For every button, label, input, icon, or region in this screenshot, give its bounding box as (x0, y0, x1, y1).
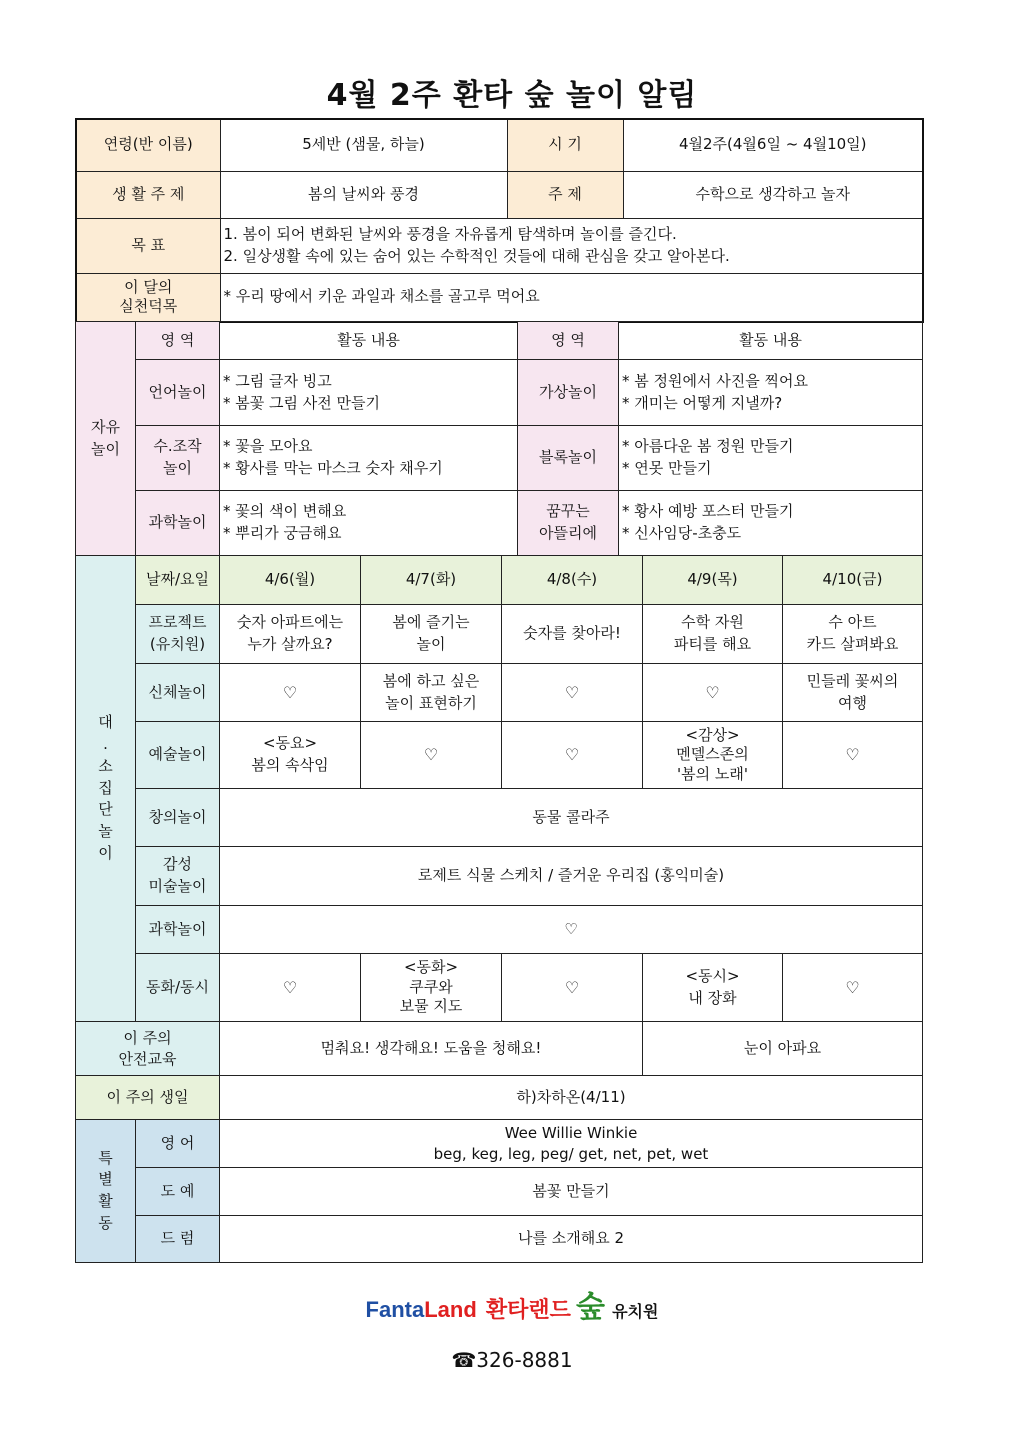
story-label: 동화/동시 (136, 954, 220, 1022)
heart-icon: ♡ (845, 977, 860, 997)
group-label-char: 집 (98, 778, 113, 797)
group-label-char: 단 (98, 800, 113, 819)
english-line: beg, keg, leg, peg/ get, net, pet, wet (433, 1144, 709, 1163)
pottery-value: 봄꽃 만들기 (220, 1168, 923, 1216)
group-label-char: 이 (98, 843, 113, 862)
virtue-value: * 우리 땅에서 키운 과일과 채소를 골고루 먹어요 (220, 273, 923, 322)
group-label-char: 대 (98, 713, 113, 732)
day-cell (220, 664, 361, 722)
free-play-label-line: 자유 (91, 417, 120, 436)
cell-line: 쿠쿠와 (409, 977, 453, 996)
cell-line: 카드 살펴봐요 (806, 635, 899, 653)
theme-label: 주 제 (507, 171, 623, 218)
group-label-char: . (103, 735, 108, 754)
activity-item: * 황사 예방 포스터 만들기 (622, 502, 794, 521)
day-cell (502, 722, 643, 789)
area-line: 꿈꾸는 (546, 502, 590, 521)
day-cell (361, 605, 502, 664)
free-play-label-line: 놀이 (91, 439, 120, 458)
day-cell (643, 664, 783, 722)
date-header: 4/7(화) (361, 556, 502, 605)
cell-line: '봄의 노래' (677, 764, 748, 783)
area-atelier (518, 491, 619, 556)
free-play-section-label (76, 322, 136, 556)
safety-label-line: 안전교육 (118, 1049, 177, 1068)
logo-fanta: Fanta (365, 1297, 425, 1322)
physical-label: 신체놀이 (136, 664, 220, 722)
pottery-label: 도 예 (136, 1168, 220, 1216)
free-play-table (75, 321, 923, 556)
age-label: 연령(반 이름) (76, 119, 220, 171)
activity-item: * 봄꽃 그림 사전 만들기 (223, 393, 380, 412)
english-label: 영 어 (136, 1120, 220, 1168)
cell-line: 민들레 꽃씨의 (806, 671, 899, 690)
cell-line: 여행 (838, 693, 867, 712)
virtue-label-line: 실천덕목 (119, 297, 178, 316)
heart-icon: ♡ (705, 682, 720, 702)
day-cell (220, 605, 361, 664)
cell-line: <동화> (403, 958, 459, 977)
english-value (220, 1120, 923, 1168)
info-table (75, 118, 924, 323)
cell-line: 내 장화 (688, 988, 737, 1007)
science-label: 과학놀이 (136, 906, 220, 954)
heart-icon: ♡ (564, 977, 580, 997)
day-cell (783, 664, 923, 722)
activity-item: * 꽃을 모아요 (223, 437, 313, 456)
art-row (76, 722, 923, 789)
day-cell (643, 954, 783, 1022)
period-value: 4월2주(4월6일 ~ 4월10일) (623, 119, 923, 171)
area-block: 블록놀이 (518, 426, 619, 491)
goal-item: 2. 일상생활 속에 있는 숨어 있는 수학적인 것들에 대해 관심을 갖고 알아본다. (223, 246, 730, 265)
drum-value: 나를 소개해요 2 (220, 1216, 923, 1263)
art-label: 예술놀이 (136, 722, 220, 789)
story-row (76, 954, 923, 1022)
theme-value: 수학으로 생각하고 놀자 (623, 171, 923, 218)
day-cell (643, 605, 783, 664)
page-title: 4월 2주 환타 숲 놀이 알림 (326, 78, 698, 113)
heart-icon: ♡ (220, 906, 923, 954)
special-section-label (76, 1120, 136, 1263)
cell-line: 놀이 표현하기 (385, 693, 477, 712)
day-cell (361, 954, 502, 1022)
activity-list (220, 360, 518, 426)
virtue-label-line: 이 달의 (124, 277, 173, 296)
safety-label (76, 1022, 220, 1076)
group-play-table (75, 555, 923, 1022)
special-label-char: 활 (98, 1192, 113, 1210)
cell-line: 봄의 속삭임 (251, 756, 329, 774)
life-theme-label: 생 활 주 제 (76, 171, 220, 218)
area-line: 놀이 (163, 459, 192, 477)
day-cell (502, 954, 643, 1022)
emotion-value: 로제트 식물 스케치 / 즐거운 우리집 (홍익미술) (220, 847, 923, 906)
period-label: 시 기 (507, 119, 623, 171)
life-theme-value: 봄의 날씨와 풍경 (220, 171, 507, 218)
special-label-char: 동 (98, 1213, 113, 1232)
goal-list (220, 218, 923, 273)
row-label-line: 프로젝트 (148, 613, 207, 632)
heart-icon: ♡ (564, 745, 580, 765)
heart-icon: ♡ (564, 682, 580, 702)
logo-forest: 숲 (576, 1290, 605, 1325)
cell-line: 수 아트 (828, 613, 877, 632)
creative-value: 동물 콜라주 (220, 789, 923, 847)
date-label: 날짜/요일 (136, 556, 220, 605)
special-label-char: 특 (98, 1148, 113, 1167)
activity-item: * 황사를 막는 마스크 숫자 채우기 (223, 459, 443, 477)
physical-row (76, 664, 923, 722)
virtue-label (76, 273, 220, 322)
day-cell (783, 722, 923, 789)
activity-item: * 연못 만들기 (622, 459, 712, 477)
english-line: Wee Willie Winkie (504, 1124, 638, 1143)
activity-list (220, 426, 518, 491)
cell-line: 보물 지도 (399, 997, 463, 1016)
cell-line: 숫자 아파트에는 (236, 613, 344, 632)
activity-item: * 꽃의 색이 변해요 (223, 502, 347, 521)
activity-item: * 봄 정원에서 사진을 찍어요 (622, 371, 808, 390)
date-header: 4/8(수) (502, 556, 643, 605)
cell-line: 파티를 해요 (673, 635, 752, 653)
creative-label: 창의놀이 (136, 789, 220, 847)
heart-icon: ♡ (282, 977, 298, 997)
day-cell (502, 664, 643, 722)
safety-left: 멈춰요! 생각해요! 도움을 청해요! (220, 1022, 643, 1076)
cell-line: 봄에 즐기는 (392, 613, 470, 632)
drum-label: 드 럼 (136, 1216, 220, 1263)
day-cell (220, 722, 361, 789)
area-pretend: 가상놀이 (518, 360, 619, 426)
group-section-label (76, 556, 136, 1022)
heart-icon: ♡ (282, 682, 298, 702)
group-label-char: 놀 (98, 822, 113, 841)
activity-list (619, 360, 923, 426)
cell-line: 수학 자원 (681, 613, 744, 632)
goal-label: 목 표 (76, 218, 220, 273)
logo-korean: 환타랜드 (485, 1298, 571, 1323)
project-row (76, 605, 923, 664)
kindergarten-logo (0, 1282, 1024, 1326)
birthday-label: 이 주의 생일 (76, 1076, 220, 1120)
cell-line: 놀이 (416, 635, 446, 653)
activity-item: * 신사임당-초충도 (622, 524, 742, 542)
emotion-label (136, 847, 220, 906)
area-line: 수.조작 (153, 437, 202, 456)
phone-number: ☎326-8881 (451, 1348, 573, 1372)
special-label-char: 별 (98, 1170, 113, 1189)
goal-item: 1. 봄이 되어 변화된 날씨와 풍경을 자유롭게 탐색하며 놀이를 즐긴다. (223, 224, 677, 243)
safety-right: 눈이 아파요 (643, 1022, 923, 1076)
cell-line: 봄에 하고 싶은 (382, 671, 480, 690)
safety-label-line: 이 주의 (123, 1028, 172, 1047)
group-label-char: 소 (98, 756, 113, 775)
content-header: 활동 내용 (220, 322, 518, 360)
activity-item: * 뿌리가 궁금해요 (223, 524, 342, 542)
activity-list (220, 491, 518, 556)
area-line: 아뜰리에 (539, 524, 597, 542)
bottom-table (75, 1021, 923, 1263)
activity-list (619, 426, 923, 491)
cell-line: 숫자를 찾아라! (523, 624, 621, 643)
day-cell (783, 605, 923, 664)
area-header: 영 역 (136, 322, 220, 360)
day-cell (783, 954, 923, 1022)
cell-line: 누가 살까요? (247, 635, 333, 653)
day-cell (361, 664, 502, 722)
day-cell (220, 954, 361, 1022)
age-value: 5세반 (샘물, 하늘) (220, 119, 507, 171)
heart-icon: ♡ (845, 745, 860, 765)
activity-list (619, 491, 923, 556)
logo-land: Land (424, 1297, 477, 1322)
area-header: 영 역 (518, 322, 619, 360)
cell-line: <감상> (685, 725, 740, 744)
day-cell (502, 605, 643, 664)
cell-line: <동시> (685, 966, 740, 985)
logo-school: 유치원 (612, 1302, 659, 1321)
row-label-line: 감성 (163, 855, 192, 874)
cell-line: <동요> (262, 734, 318, 753)
activity-item: * 개미는 어떻게 지낼까? (622, 393, 783, 412)
date-header: 4/6(월) (220, 556, 361, 605)
activity-item: * 그림 글자 빙고 (223, 371, 332, 390)
project-label (136, 605, 220, 664)
activity-item: * 아름다운 봄 정원 만들기 (622, 437, 794, 456)
day-cell (361, 722, 502, 789)
row-label-line: (유치원) (149, 635, 206, 653)
content-header: 활동 내용 (619, 322, 923, 360)
cell-line: 멘델스존의 (676, 745, 749, 764)
date-header: 4/10(금) (783, 556, 923, 605)
date-header: 4/9(목) (643, 556, 783, 605)
heart-icon: ♡ (423, 745, 439, 765)
area-math (136, 426, 220, 491)
area-language: 언어놀이 (136, 360, 220, 426)
area-science: 과학놀이 (136, 491, 220, 556)
day-cell (643, 722, 783, 789)
row-label-line: 미술놀이 (148, 877, 207, 895)
birthday-value: 하)차하온(4/11) (220, 1076, 923, 1120)
